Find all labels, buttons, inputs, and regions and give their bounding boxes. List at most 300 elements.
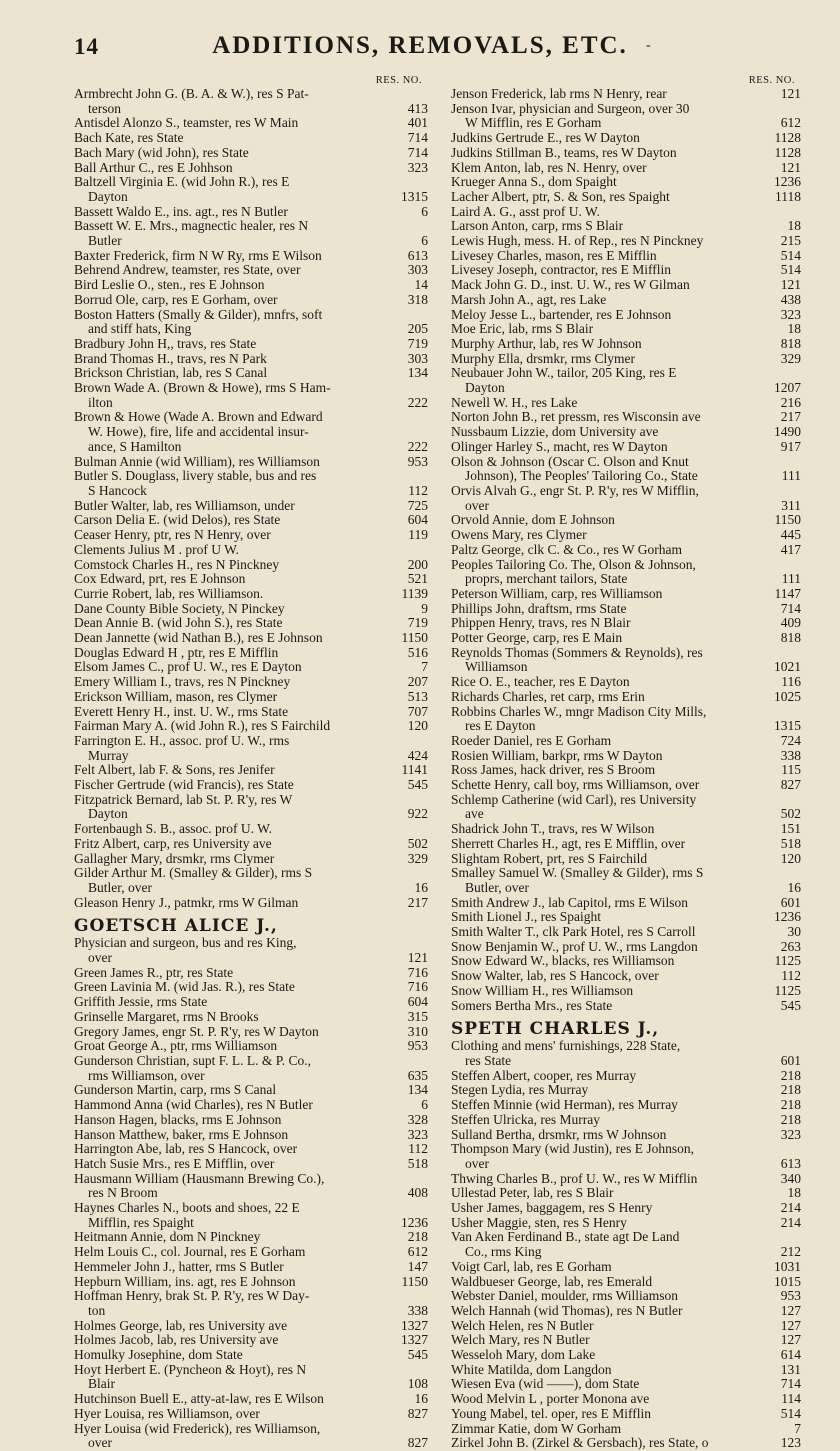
directory-entry: [74, 175, 428, 204]
entry-text: Marsh John A., agt, res Lake: [451, 292, 607, 307]
entry-text: Hoyt Herbert E. (Pyncheon & Hoyt), res N: [74, 1362, 307, 1377]
entry-text: Bassett W. E. Mrs., magnectic healer, res N: [74, 219, 309, 234]
entry-text: Butler S. Douglass, livery stable, bus and res: [74, 469, 317, 484]
residence-number: 716: [404, 980, 428, 995]
directory-entry: [74, 995, 428, 1010]
business-heading: SPETH CHARLES J.,: [451, 1019, 660, 1040]
entry-text: Peterson William, carp, res Williamson: [451, 586, 663, 601]
residence-number: 212: [777, 1245, 801, 1260]
residence-number: 424: [404, 749, 428, 764]
directory-entry: [451, 1186, 801, 1201]
residence-number: 311: [777, 499, 801, 514]
residence-number: 217: [404, 896, 428, 911]
directory-entry: [451, 308, 801, 323]
directory-entry: [451, 1098, 801, 1113]
directory-entry: [74, 822, 428, 837]
directory-entry: [451, 910, 801, 925]
entry-text: Physician and surgeon, bus and res King,: [74, 936, 297, 951]
entry-text: Snow William H., res Williamson: [451, 983, 634, 998]
residence-number: 601: [777, 1054, 801, 1069]
entry-text: Hutchinson Buell E., atty-at-law, res E Wilson: [74, 1392, 324, 1407]
residence-number: 516: [404, 646, 428, 661]
entry-text: Hanson Hagen, blacks, rms E Johnson: [74, 1112, 282, 1127]
entry-text: Gunderson Martin, carp, rms S Canal: [74, 1083, 277, 1098]
directory-entry: [74, 293, 428, 308]
residence-number: 114: [777, 1392, 801, 1407]
residence-number: 218: [777, 1113, 801, 1128]
directory-entry: [74, 1172, 428, 1201]
entry-text: Bird Leslie O., sten., res E Johnson: [74, 278, 265, 293]
residence-number: 338: [404, 1304, 428, 1319]
residence-number: 323: [404, 161, 428, 176]
entry-text: Olson & Johnson (Oscar C. Olson and Knut: [451, 454, 689, 469]
entry-text: Olinger Harley S., macht, res W Dayton: [451, 439, 668, 454]
entry-text: Jenson Frederick, lab rms N Henry, rear: [451, 87, 667, 101]
directory-entry: [74, 308, 428, 337]
entry-text: Everett Henry H., inst. U. W., rms State: [74, 704, 289, 719]
residence-number: 545: [777, 999, 801, 1014]
directory-entry: [74, 352, 428, 367]
entry-text: Behrend Andrew, teamster, res State, over: [74, 263, 301, 278]
directory-entry: [74, 1128, 428, 1143]
entry-text: Voigt Carl, lab, res E Gorham: [451, 1259, 612, 1274]
directory-entry: [74, 1275, 428, 1290]
residence-number: 514: [777, 263, 801, 278]
directory-entry: [451, 1333, 801, 1348]
directory-entry: [451, 1436, 801, 1451]
entry-text: S Hancock: [88, 483, 147, 498]
directory-entry: [451, 969, 801, 984]
residence-number: 502: [404, 837, 428, 852]
entry-text: Comstock Charles H., res N Pinckney: [74, 557, 280, 572]
residence-number: 303: [404, 352, 428, 367]
entry-text: Gilder Arthur M. (Smalley & Gilder), rms S: [74, 866, 313, 881]
directory-entry: [451, 263, 801, 278]
residence-number: 116: [777, 675, 801, 690]
directory-entry: [74, 337, 428, 352]
entry-text: Wiesen Eva (wid ——), dom State: [451, 1377, 640, 1392]
directory-entry: [74, 587, 428, 602]
directory-entry: [451, 513, 801, 528]
directory-entry: [74, 1348, 428, 1363]
residence-number: 7: [417, 660, 428, 675]
directory-entry: [451, 705, 801, 734]
entry-text: Phippen Henry, travs, res N Blair: [451, 616, 631, 631]
entry-text: Waldbueser George, lab, res Emerald: [451, 1274, 653, 1289]
directory-entry: [74, 1157, 428, 1172]
entry-text: Slightam Robert, prt, res S Fairchild: [451, 851, 648, 866]
entry-text: and stiff hats, King: [88, 322, 192, 337]
directory-entry: [74, 778, 428, 793]
left-entries: [74, 87, 428, 1451]
entry-text: Boston Hatters (Smally & Gilder), mnfrs, soft: [74, 307, 323, 322]
entry-text: Lewis Hugh, mess. H. of Rep., res N Pinckney: [451, 234, 704, 249]
entry-text: Murphy Arthur, lab, res W Johnson: [451, 336, 642, 351]
residence-number: 207: [404, 675, 428, 690]
residence-number: 30: [784, 925, 802, 940]
entry-text: Antisdel Alonzo S., teamster, res W Main: [74, 116, 299, 131]
residence-number: 719: [404, 616, 428, 631]
entry-text: Snow Edward W., blacks, res Williamson: [451, 954, 675, 969]
entry-text: over: [88, 1436, 112, 1451]
entry-text: Somers Bertha Mrs., res State: [451, 998, 613, 1013]
entry-text: Bulman Annie (wid William), res Williamson: [74, 454, 320, 469]
entry-text: Schlemp Catherine (wid Carl), res University: [451, 792, 697, 807]
residence-number: 323: [404, 1128, 428, 1143]
entry-text: Richards Charles, ret carp, rms Erin: [451, 689, 645, 704]
entry-text: Dayton: [88, 807, 128, 822]
directory-entry: [451, 778, 801, 793]
residence-number: 1128: [771, 146, 802, 161]
directory-entry: [74, 572, 428, 587]
directory-entry: [74, 1010, 428, 1025]
residence-number: 1236: [770, 175, 801, 190]
entry-text: Brown & Howe (Wade A. Brown and Edward: [74, 410, 323, 425]
directory-entry: [451, 425, 801, 440]
directory-entry: [74, 1260, 428, 1275]
directory-entry: [451, 999, 801, 1014]
entry-text: terson: [88, 101, 121, 116]
directory-entry: [451, 249, 801, 264]
entry-text: Owens Mary, res Clymer: [451, 528, 587, 543]
residence-number: 502: [777, 807, 801, 822]
entry-text: Orvold Annie, dom E Johnson: [451, 513, 615, 528]
residence-number: 827: [777, 778, 801, 793]
entry-text: Baltzell Virginia E. (wid John R.), res E: [74, 175, 290, 190]
residence-number: 1118: [771, 190, 801, 205]
entry-text: Mack John G. D., inst. U. W., res W Gilman: [451, 278, 690, 293]
directory-entry: [74, 1230, 428, 1245]
entry-text: Ceaser Henry, ptr, res N Henry, over: [74, 528, 271, 543]
directory-entry: [451, 1019, 801, 1068]
entry-text: Murray: [88, 748, 129, 763]
residence-number: 263: [777, 940, 801, 955]
residence-number: 216: [777, 396, 801, 411]
residence-number: 134: [404, 1083, 428, 1098]
entry-text: Green James R., ptr, res State: [74, 965, 234, 980]
directory-entry: [451, 278, 801, 293]
residence-number: 518: [404, 1157, 428, 1172]
residence-number: 340: [777, 1172, 801, 1187]
entry-text: Dean Jannette (wid Nathan B.), res E Johnson: [74, 631, 323, 646]
entry-text: Roeder Daniel, res E Gorham: [451, 733, 612, 748]
directory-entry: [74, 1392, 428, 1407]
entry-text: Hyer Louisa, res Williamson, over: [74, 1406, 260, 1421]
entry-text: Livesey Joseph, contractor, res E Mifflin: [451, 263, 672, 278]
directory-entry: [451, 1363, 801, 1378]
residence-number: 1015: [770, 1275, 801, 1290]
right-column: [451, 74, 801, 1451]
entry-text: Butler, over: [88, 880, 152, 895]
entry-text: Gleason Henry J., patmkr, rms W Gilman: [74, 895, 299, 910]
residence-number: 922: [404, 807, 428, 822]
directory-entry: [451, 675, 801, 690]
directory-entry: [451, 852, 801, 867]
residence-number: 1327: [397, 1333, 428, 1348]
directory-entry: [74, 410, 428, 454]
entry-text: Hammond Anna (wid Charles), res N Butler: [74, 1098, 313, 1113]
residence-number: 14: [411, 278, 429, 293]
entry-text: rms Williamson, over: [88, 1068, 205, 1083]
entry-text: over: [465, 498, 489, 513]
directory-entry: [451, 1407, 801, 1422]
entry-text: Dayton: [465, 381, 505, 396]
directory-entry: [74, 719, 428, 734]
entry-text: Bach Kate, res State: [74, 131, 184, 146]
entry-text: Murphy Ella, drsmkr, rms Clymer: [451, 351, 635, 366]
entry-text: Snow Walter, lab, res S Hancock, over: [451, 969, 659, 984]
entry-text: Hatch Susie Mrs., res E Mifflin, over: [74, 1156, 275, 1171]
entry-text: Van Aken Ferdinand B., state agt De Land: [451, 1230, 680, 1245]
residence-number: 513: [404, 690, 428, 705]
entry-text: Mifflin, res Spaight: [88, 1215, 194, 1230]
residence-number: 1490: [770, 425, 801, 440]
entry-text: Gregory James, engr St. P. R'y, res W Dayton: [74, 1024, 319, 1039]
entry-text: Douglas Edward H , ptr, res E Mifflin: [74, 645, 279, 660]
entry-text: Hemmeler John J., hatter, rms S Butler: [74, 1259, 284, 1274]
residence-number: 338: [777, 749, 801, 764]
residence-number: 111: [778, 572, 801, 587]
residence-number: 214: [777, 1216, 801, 1231]
residence-number: 120: [777, 852, 801, 867]
residence-number: 917: [777, 440, 801, 455]
entry-text: Dayton: [88, 189, 128, 204]
directory-entry: [74, 690, 428, 705]
residence-number: 323: [777, 308, 801, 323]
residence-number: 315: [404, 1010, 428, 1025]
entry-text: Norton John B., ret pressm, res Wisconsin ave: [451, 410, 701, 425]
residence-number: 121: [777, 87, 801, 102]
residence-number: 953: [777, 1289, 801, 1304]
residence-number: 115: [777, 763, 801, 778]
entry-text: Smith Andrew J., lab Capitol, rms E Wilson: [451, 895, 688, 910]
entry-text: Ullestad Peter, lab, res S Blair: [451, 1186, 614, 1201]
directory-entry: [451, 293, 801, 308]
directory-entry: [74, 1054, 428, 1083]
entry-text: Carson Delia E. (wid Delos), res State: [74, 513, 281, 528]
entry-text: Laird A. G., asst prof U. W.: [451, 204, 600, 219]
entry-text: Welch Helen, res N Butler: [451, 1318, 594, 1333]
directory-entry: [451, 984, 801, 999]
directory-entry: [74, 616, 428, 631]
residence-number: 16: [411, 1392, 429, 1407]
entry-text: Fischer Gertrude (wid Francis), res State: [74, 778, 294, 793]
entry-text: Stegen Lydia, res Murray: [451, 1083, 589, 1098]
residence-number: 413: [404, 102, 428, 117]
directory-entry: [451, 205, 801, 220]
residence-number: 521: [404, 572, 428, 587]
directory-entry: [74, 1407, 428, 1422]
entry-text: proprs, merchant tailors, State: [465, 572, 628, 587]
residence-number: 16: [411, 881, 429, 896]
directory-entry: [451, 366, 801, 395]
directory-entry: [451, 1304, 801, 1319]
residence-number: 328: [404, 1113, 428, 1128]
entry-text: Borrud Ole, carp, res E Gorham, over: [74, 292, 278, 307]
directory-entry: [451, 763, 801, 778]
entry-text: Nussbaum Lizzie, dom University ave: [451, 425, 659, 440]
entry-text: Haynes Charles N., boots and shoes, 22 E: [74, 1201, 300, 1216]
entry-text: Harrington Abe, lab, res S Hancock, over: [74, 1142, 298, 1157]
entry-text: Fritz Albert, carp, res University ave: [74, 836, 272, 851]
directory-entry: [451, 1319, 801, 1334]
directory-entry: [451, 690, 801, 705]
directory-entry: [74, 161, 428, 176]
entry-text: Webster Daniel, moulder, rms Williamson: [451, 1289, 679, 1304]
residence-number: 218: [777, 1083, 801, 1098]
directory-entry: [451, 925, 801, 940]
entry-text: Peoples Tailoring Co. The, Olson & Johnson,: [451, 557, 696, 572]
entry-text: Sulland Bertha, drsmkr, rms W Johnson: [451, 1127, 667, 1142]
residence-number: 222: [404, 440, 428, 455]
residence-number: 6: [417, 1098, 428, 1113]
entry-text: Felt Albert, lab F. & Sons, res Jenifer: [74, 763, 275, 778]
entry-text: Dean Annie B. (wid John S.), res State: [74, 616, 283, 631]
directory-entry: [74, 1201, 428, 1230]
directory-entry: [74, 675, 428, 690]
residence-number: 613: [777, 1157, 801, 1172]
entry-text: Judkins Gertrude E., res W Dayton: [451, 131, 640, 146]
residence-number: 127: [777, 1333, 801, 1348]
directory-entry: [451, 1289, 801, 1304]
entry-text: Griffith Jessie, rms State: [74, 995, 208, 1010]
entry-text: Smalley Samuel W. (Smalley & Gilder), rms S: [451, 866, 704, 881]
entry-text: Young Mabel, tel. oper, res E Mifflin: [451, 1406, 651, 1421]
residence-number: 953: [404, 455, 428, 470]
directory-entry: [74, 528, 428, 543]
directory-entry: [451, 1201, 801, 1216]
residence-number: 121: [777, 278, 801, 293]
entry-text: Hoffman Henry, brak St. P. R'y, res W Day-: [74, 1289, 310, 1304]
entry-text: Snow Benjamin W., prof U. W., rms Langdon: [451, 939, 698, 954]
residence-number: 714: [404, 146, 428, 161]
entry-text: Potter George, carp, res E Main: [451, 631, 623, 646]
entry-text: Brickson Christian, lab, res S Canal: [74, 366, 268, 381]
entry-text: Butler Walter, lab, res Williamson, under: [74, 498, 295, 513]
entry-text: Holmes George, lab, res University ave: [74, 1318, 288, 1333]
residence-number: 445: [777, 528, 801, 543]
entry-text: ave: [465, 807, 484, 822]
residence-number: 18: [784, 219, 802, 234]
residence-number: 310: [404, 1025, 428, 1040]
entry-text: Shadrick John T., travs, res W Wilson: [451, 822, 655, 837]
entry-text: Smith Walter T., clk Park Hotel, res S Carroll: [451, 925, 696, 940]
directory-entry: [74, 1025, 428, 1040]
residence-number: 1207: [770, 381, 801, 396]
directory-entry: [451, 1083, 801, 1098]
entry-text: Schette Henry, call boy, rms Williamson, over: [451, 778, 700, 793]
directory-entry: [74, 263, 428, 278]
residence-number: 121: [777, 161, 801, 176]
residence-number: 218: [777, 1069, 801, 1084]
entry-text: Rice O. E., teacher, res E Dayton: [451, 675, 630, 690]
directory-entry: [74, 734, 428, 763]
entry-text: Moe Eric, lab, rms S Blair: [451, 322, 594, 337]
residence-number: 716: [404, 966, 428, 981]
directory-entry: [451, 1128, 801, 1143]
entry-text: Homulky Josephine, dom State: [74, 1348, 243, 1363]
residence-number: 612: [777, 116, 801, 131]
residence-number: 108: [404, 1377, 428, 1392]
entry-text: Paltz George, clk C. & Co., res W Gorham: [451, 542, 682, 557]
entry-text: W Mifflin, res E Gorham: [465, 116, 602, 131]
entry-text: W. Howe), fire, life and accidental insur-: [88, 425, 309, 440]
residence-number: 1139: [398, 587, 429, 602]
directory-entry: [451, 1230, 801, 1259]
directory-entry: [451, 558, 801, 587]
residence-number: 1031: [770, 1260, 801, 1275]
entry-text: Currie Robert, lab, res Williamson.: [74, 586, 264, 601]
directory-entry: [451, 337, 801, 352]
directory-entry: [451, 940, 801, 955]
entry-text: over: [465, 1156, 489, 1171]
residence-number: 725: [404, 499, 428, 514]
residence-number: 601: [777, 896, 801, 911]
residence-number: 329: [777, 352, 801, 367]
entry-text: Elsom James C., prof U. W., res E Dayton: [74, 660, 302, 675]
directory-entry: [451, 440, 801, 455]
directory-entry: [74, 1319, 428, 1334]
entry-text: Thwing Charles B., prof U. W., res W Mifflin: [451, 1171, 698, 1186]
residence-number: 9: [417, 602, 428, 617]
residence-number: 1315: [770, 719, 801, 734]
entry-text: Reynolds Thomas (Sommers & Reynolds), res: [451, 645, 703, 660]
entry-text: Brown Wade A. (Brown & Howe), rms S Ham-: [74, 381, 331, 396]
residence-number: 120: [404, 719, 428, 734]
entry-text: Orvis Alvah G., engr St. P. R'y, res W Mifflin,: [451, 483, 699, 498]
entry-text: Butler: [88, 234, 122, 249]
entry-text: Gunderson Christian, supt F. L. L. & P. Co.,: [74, 1054, 312, 1068]
entry-text: Usher James, baggagem, res S Henry: [451, 1201, 653, 1216]
directory-entry: [74, 116, 428, 131]
directory-entry: [451, 1260, 801, 1275]
directory-entry: [74, 793, 428, 822]
entry-text: Hepburn William, ins. agt, res E Johnson: [74, 1274, 296, 1289]
directory-entry: [451, 616, 801, 631]
directory-entry: [451, 1142, 801, 1171]
directory-entry: [74, 1289, 428, 1318]
residence-number: 119: [404, 528, 428, 543]
residence-number: 818: [777, 631, 801, 646]
right-entries: [451, 87, 801, 1451]
entry-text: Fairman Mary A. (wid John R.), res S Fairchild: [74, 719, 331, 734]
residence-number: 111: [778, 469, 801, 484]
residence-number: 1147: [771, 587, 802, 602]
entry-text: Rosien William, barkpr, rms W Dayton: [451, 748, 663, 763]
entry-text: Emery William I., travs, res N Pinckney: [74, 675, 291, 690]
directory-entry: [451, 1422, 801, 1437]
entry-text: Helm Louis C., col. Journal, res E Gorham: [74, 1245, 306, 1260]
entry-text: ton: [88, 1303, 106, 1318]
residence-number: 123: [777, 1436, 801, 1451]
entry-text: Bach Mary (wid John), res State: [74, 145, 249, 160]
residence-number: 1150: [398, 631, 429, 646]
residence-number: 613: [404, 249, 428, 264]
directory-entry: [74, 87, 428, 116]
directory-entry: [451, 1172, 801, 1187]
residence-number: 127: [777, 1304, 801, 1319]
entry-text: Grinselle Margaret, rms N Brooks: [74, 1009, 259, 1024]
entry-text: over: [88, 951, 112, 966]
directory-entry: [74, 131, 428, 146]
directory-entry: [74, 205, 428, 220]
entry-text: Livesey Charles, mason, res E Mifflin: [451, 248, 657, 263]
entry-text: Klem Anton, lab, res N. Henry, over: [451, 160, 647, 175]
directory-entry: [74, 763, 428, 778]
residence-number: 514: [777, 1407, 801, 1422]
residence-number: 417: [777, 543, 801, 558]
entry-text: Wood Melvin L , porter Monona ave: [451, 1392, 650, 1407]
